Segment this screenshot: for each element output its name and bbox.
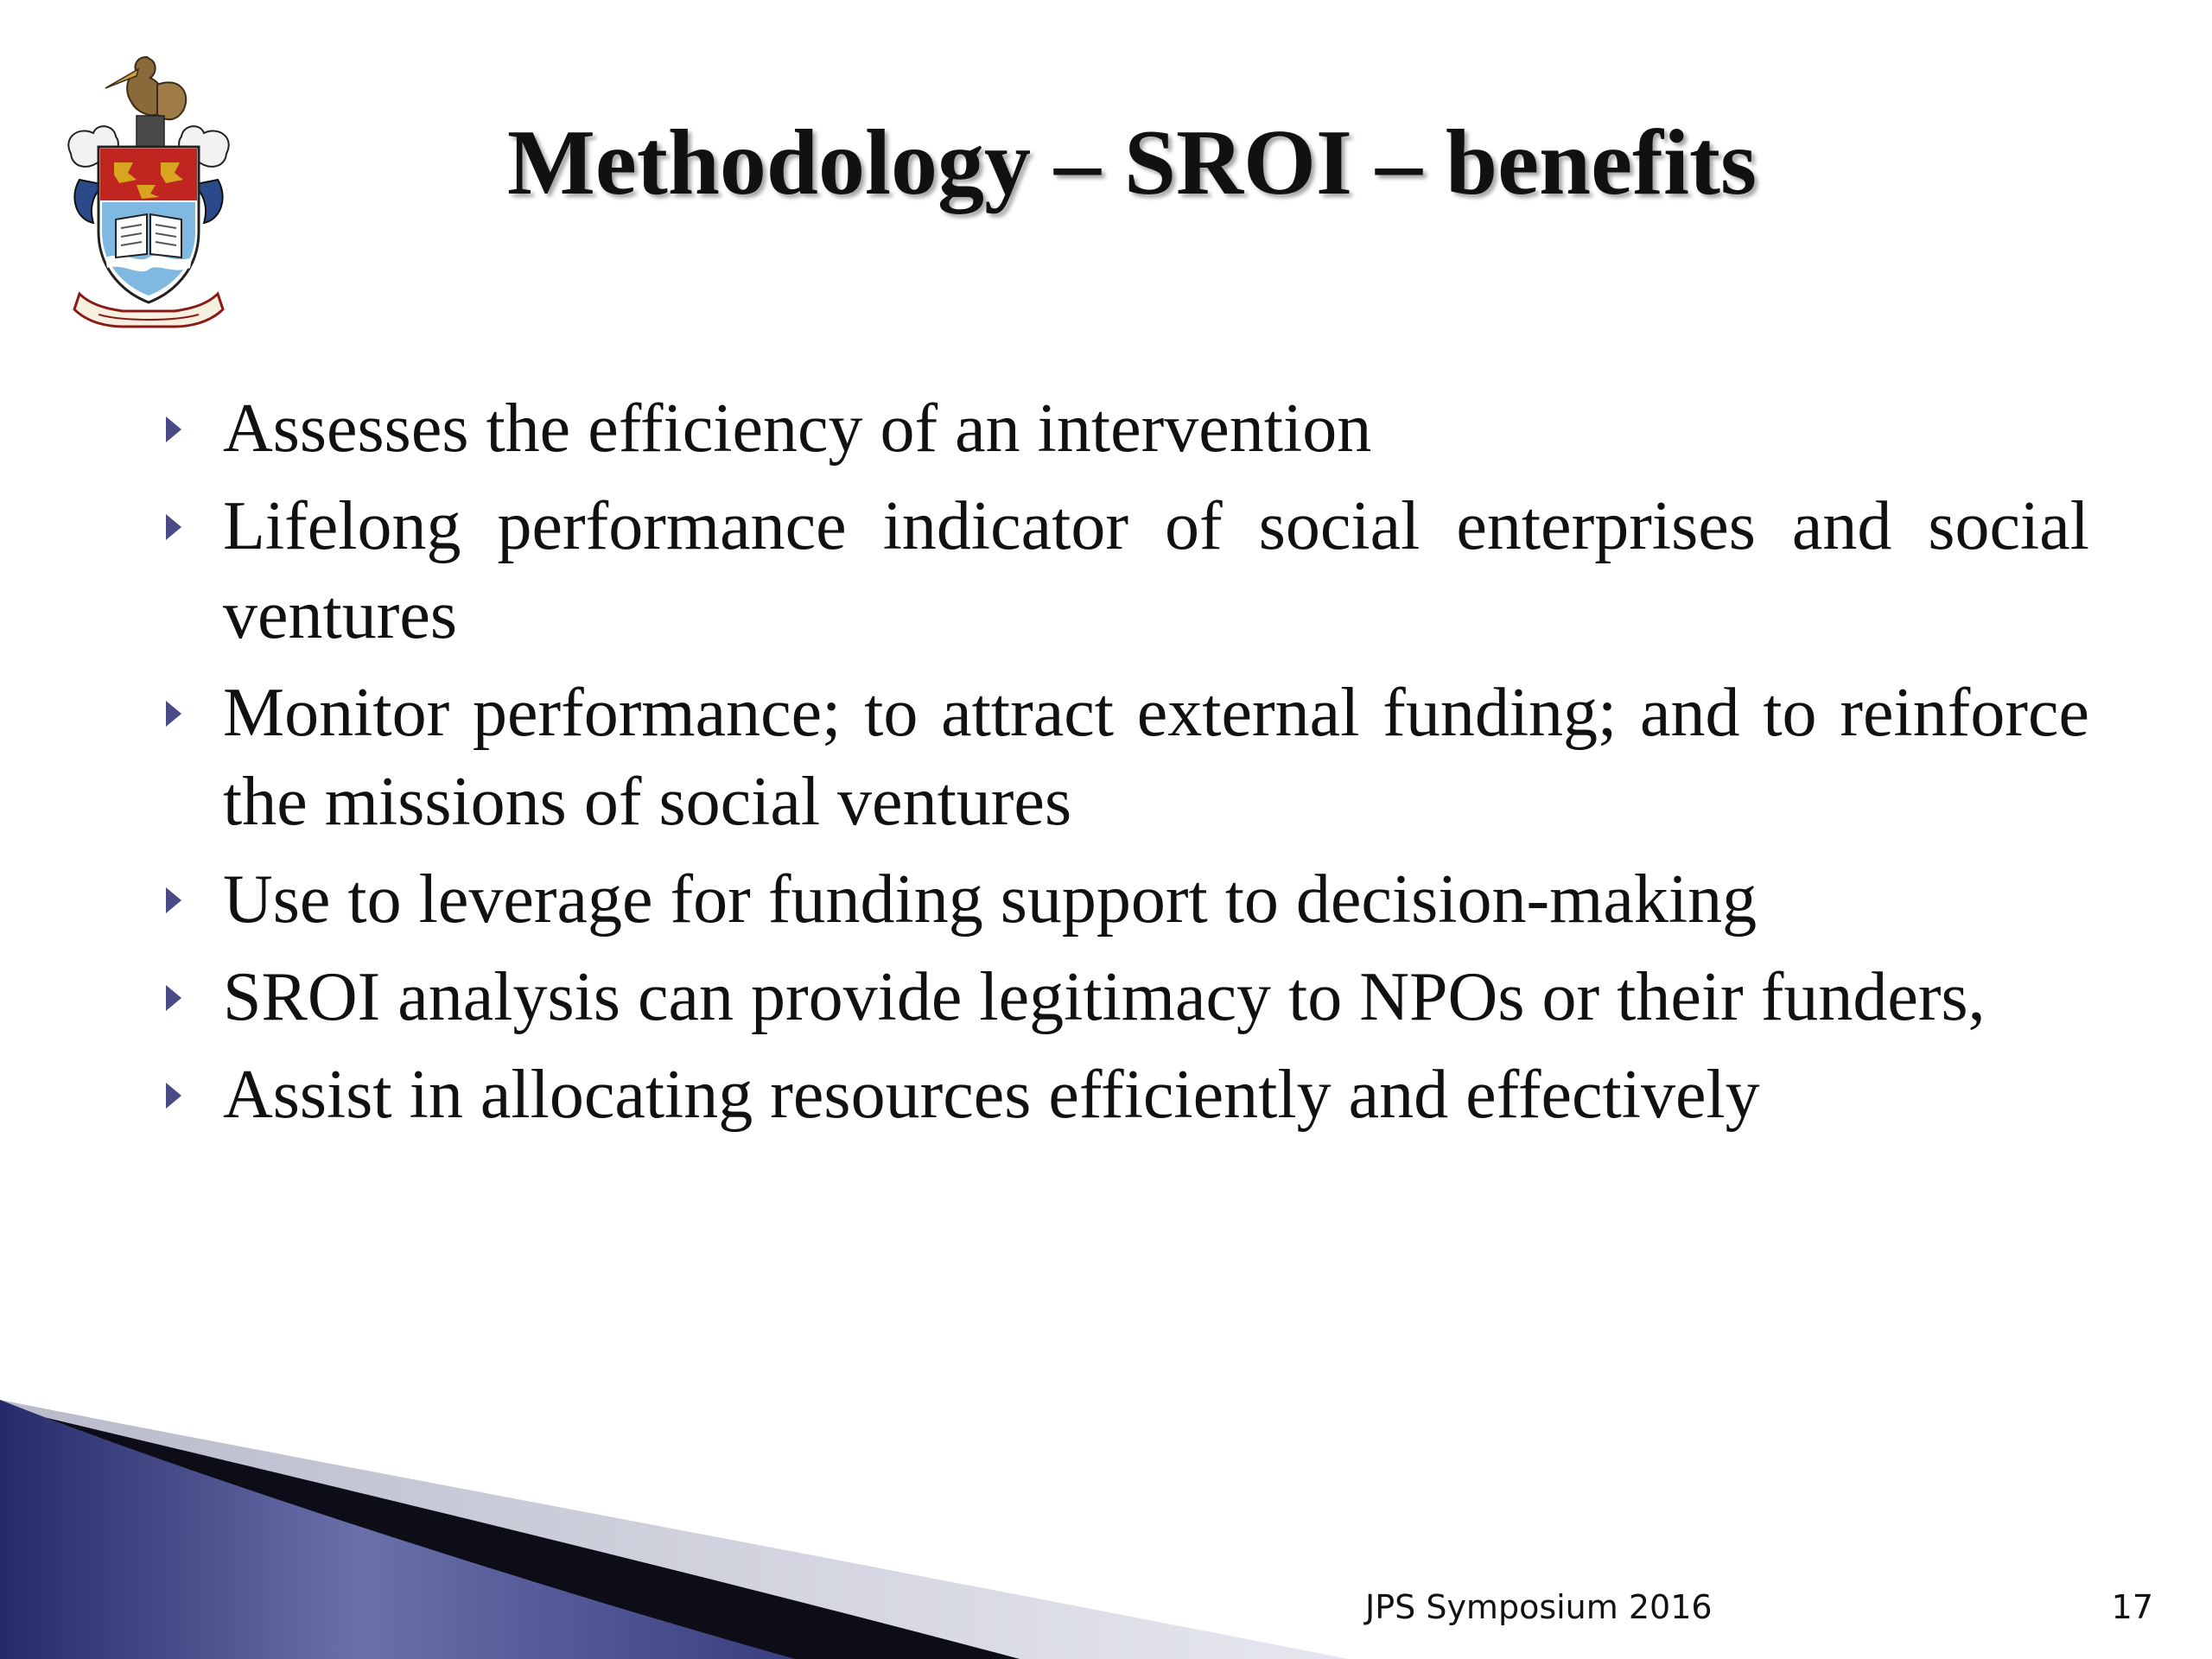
bullet-list bbox=[223, 385, 2089, 1148]
bullet-arrow-icon bbox=[166, 1083, 181, 1109]
university-crest-icon bbox=[54, 50, 244, 335]
list-item bbox=[223, 482, 2089, 660]
bullet-arrow-icon bbox=[166, 887, 181, 913]
list-item bbox=[223, 953, 2089, 1042]
slide-number: 17 bbox=[2111, 1588, 2153, 1626]
bullet-arrow-icon bbox=[166, 416, 181, 442]
footer-text: JPS Symposium 2016 bbox=[1365, 1588, 1713, 1626]
list-item bbox=[223, 385, 2089, 474]
bullet-text: Assesses the efficiency of an intervention bbox=[223, 391, 1372, 467]
list-item bbox=[223, 1051, 2089, 1140]
slide-title: Methodology – SROI – benefits bbox=[506, 111, 1758, 214]
bullet-arrow-icon bbox=[166, 701, 181, 727]
list-item bbox=[223, 855, 2089, 944]
bullet-text: Lifelong performance indicator of social enterprises and social ventures bbox=[223, 488, 2089, 653]
bullet-text: Assist in allocating resources efficiently and effectively bbox=[223, 1057, 1760, 1133]
bullet-text: Monitor performance; to attract external funding; and to reinforce the missions of social ventures bbox=[223, 675, 2089, 840]
bullet-arrow-icon bbox=[166, 514, 181, 540]
bullet-arrow-icon bbox=[166, 985, 181, 1011]
bullet-text: Use to leverage for funding support to decision-making bbox=[223, 861, 1758, 938]
bullet-text: SROI analysis can provide legitimacy to NPOs or their funders, bbox=[223, 959, 1986, 1035]
list-item bbox=[223, 669, 2089, 847]
